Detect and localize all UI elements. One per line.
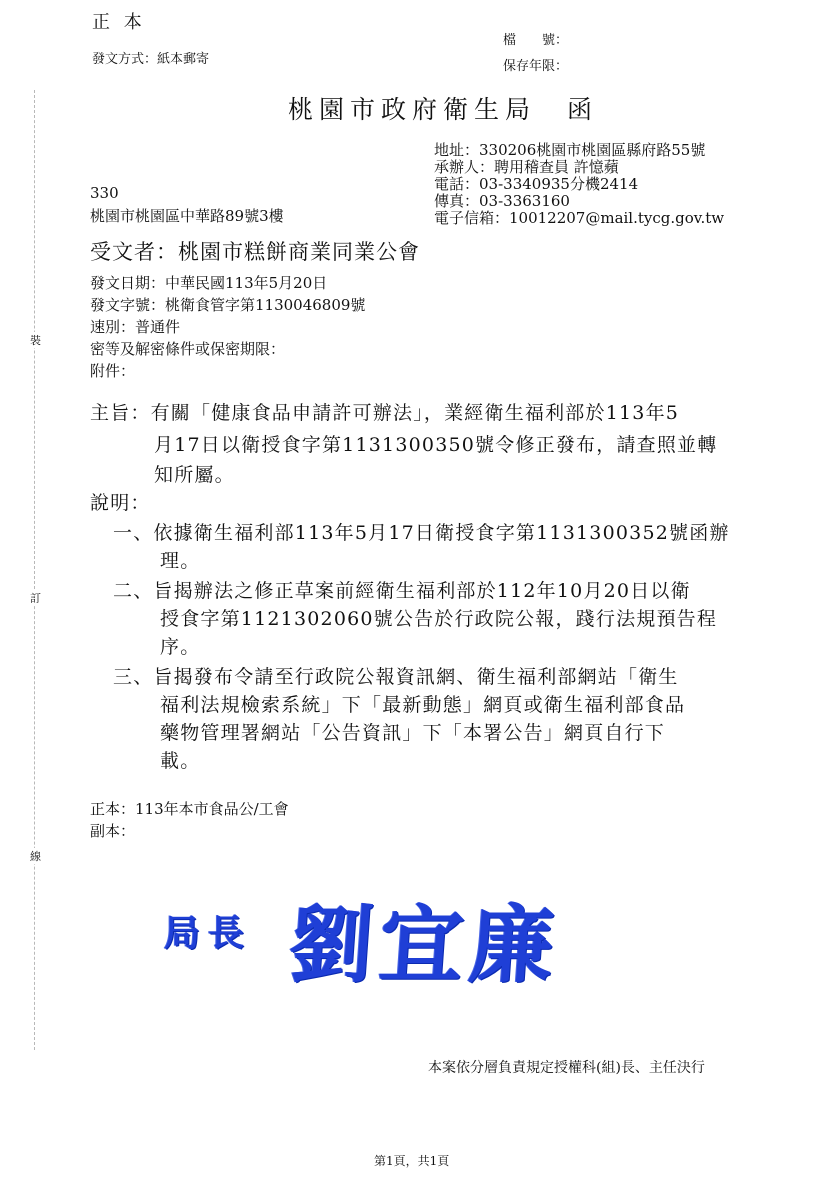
contact-person: 承辦人：聘用稽查員 許憶蘋 [434,158,619,176]
binding-mark-zhuang: 裝 [30,334,41,347]
file-number-label: 檔 號： [503,33,569,48]
subject-line-2: 月17日以衛授食字第1131300350號令修正發布，請查照並轉 [154,434,718,456]
copy-type-label: 正 本 [92,12,146,33]
subject-line-1: 主旨：有關「健康食品申請許可辦法」，業經衛生福利部於113年5 [90,402,680,424]
explanation-item-3-line-3: 藥物管理署網站「公告資訊」下「本署公告」網頁自行下 [160,722,666,744]
distribution-copy: 副本： [90,822,136,840]
delivery-speed: 速別：普通件 [90,318,181,336]
secrecy-level: 密等及解密條件或保密期限： [90,340,286,358]
explanation-item-1-line-2: 理。 [160,550,201,572]
explanation-item-3-line-4: 載。 [160,750,201,772]
explanation-heading: 說明： [90,492,151,514]
binding-line [34,90,35,1050]
page-number: 第1頁，共1頁 [374,1154,450,1168]
contact-phone: 電話：03-3340935分機2414 [434,175,639,193]
contact-fax: 傳真：03-3363160 [434,192,570,210]
sender-info-block [434,142,724,227]
document-number: 發文字號：桃衛食管字第1130046809號 [90,296,366,314]
contact-email: 電子信箱：10012207@mail.tycg.gov.tw [434,209,725,227]
explanation-item-1-line-1: 一、依據衛生福利部113年5月17日衛授食字第1131300352號函辦 [113,522,730,544]
authorization-note: 本案依分層負責規定授權科(組)長、主任決行 [428,1060,705,1076]
explanation-item-3-line-1: 三、旨揭發布令請至行政院公報資訊網、衛生福利部網站「衛生 [113,666,679,688]
recipient-postal-code: 330 [90,184,119,202]
recipient: 受文者：桃園市糕餅商業同業公會 [90,240,420,264]
document-title: 桃園市政府衛生局 函 [288,95,599,124]
attachment: 附件： [90,362,136,380]
distribution-main: 正本：113年本市食品公/工會 [90,800,289,818]
explanation-item-2-line-3: 序。 [160,636,201,658]
send-method: 發文方式：紙本郵寄 [92,52,210,67]
retention-period-label: 保存年限： [503,59,569,74]
signature-title: 局長 [164,912,253,954]
document-meta [90,272,365,382]
binding-mark-xian: 線 [30,850,41,863]
explanation-item-2-line-1: 二、旨揭辦法之修正草案前經衛生福利部於112年10月20日以衛 [113,580,691,602]
subject-line-3: 知所屬。 [154,464,235,486]
explanation-item-2-line-2: 授食字第1121302060號公告於行政院公報，踐行法規預告程 [160,608,718,630]
explanation-item-3-line-2: 福利法規檢索系統」下「最新動態」網頁或衛生福利部食品 [160,694,686,716]
signature-name: 劉宜廉 [286,895,564,994]
binding-mark-ding: 訂 [30,592,41,605]
sender-address: 地址：330206桃園市桃園區縣府路55號 [434,141,706,159]
recipient-address: 桃園市桃園區中華路89號3樓 [90,207,284,225]
issue-date: 發文日期：中華民國113年5月20日 [90,274,328,292]
